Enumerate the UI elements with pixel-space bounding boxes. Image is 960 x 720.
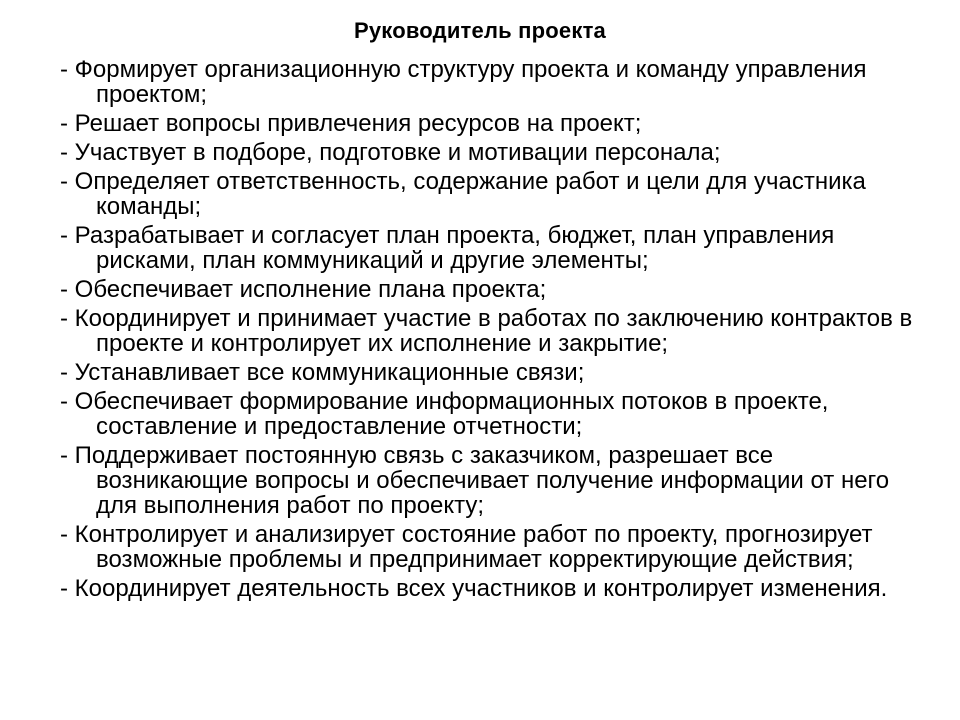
list-item-text: - Координирует и принимает участие в работах по заключению контрактов в проекте и контролирует их исполнение и закрытие; — [60, 305, 913, 357]
list-item-text: - Обеспечивает исполнение плана проекта; — [60, 276, 547, 303]
list-item — [60, 223, 920, 273]
list-item — [60, 443, 920, 518]
list-item-text: - Контролирует и анализирует состояние работ по проекту, прогнозирует возможные проблемы и предпринимает корректирующие действия; — [60, 521, 873, 573]
list-item — [60, 389, 920, 439]
list-item-text: - Поддерживает постоянную связь с заказчиком, разрешает все возникающие вопросы и обеспечивает получение информации от него для выполнения работ по проекту; — [60, 442, 890, 519]
list-item — [60, 306, 920, 356]
list-item-text: - Обеспечивает формирование информационных потоков в проекте, составление и предоставление отчетности; — [60, 388, 829, 440]
responsibilities-list — [60, 57, 920, 605]
list-item — [60, 522, 920, 572]
list-item — [60, 140, 920, 165]
list-item — [60, 57, 920, 107]
list-item-text: - Формирует организационную структуру проекта и команду управления проектом; — [60, 56, 867, 108]
list-item-text: - Устанавливает все коммуникационные связи; — [60, 359, 585, 386]
list-item — [60, 111, 920, 136]
list-item-text: - Координирует деятельность всех участников и контролирует изменения. — [60, 575, 888, 602]
list-item-text: - Разрабатывает и согласует план проекта, бюджет, план управления рисками, план коммуникаций и другие элементы; — [60, 222, 835, 274]
slide-title: Руководитель проекта — [354, 18, 606, 43]
list-item — [60, 576, 920, 601]
list-item — [60, 360, 920, 385]
list-item — [60, 169, 920, 219]
list-item-text: - Определяет ответственность, содержание работ и цели для участника команды; — [60, 168, 866, 220]
list-item-text: - Участвует в подборе, подготовке и мотивации персонала; — [60, 139, 721, 166]
list-item — [60, 277, 920, 302]
list-item-text: - Решает вопросы привлечения ресурсов на проект; — [60, 110, 642, 137]
